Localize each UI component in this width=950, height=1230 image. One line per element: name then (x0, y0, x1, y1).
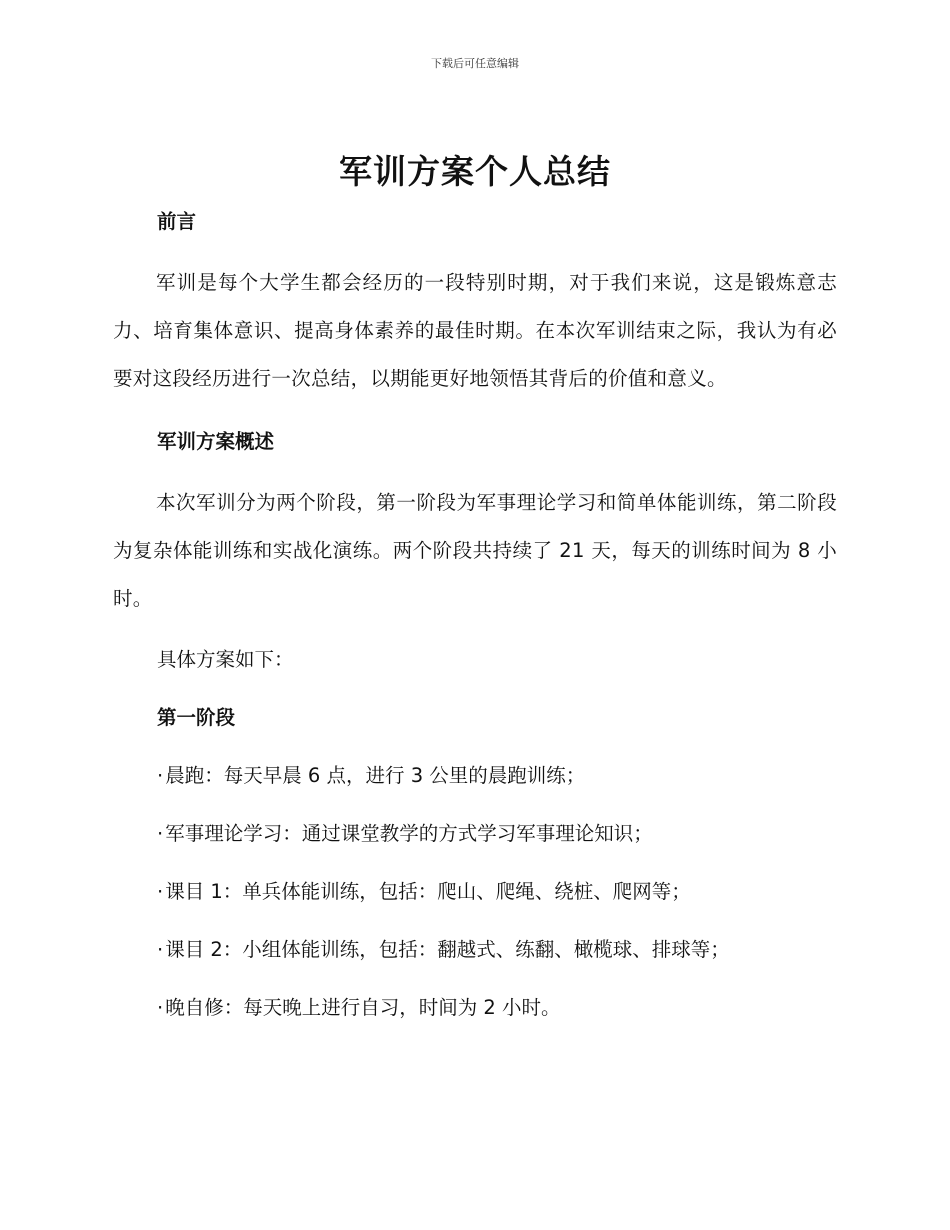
overview-heading: 军训方案概述 (157, 430, 275, 453)
phase1-heading: 第一阶段 (157, 706, 236, 729)
phase1-bullet-item (157, 759, 837, 793)
preface-heading: 前言 (157, 210, 197, 233)
bullet-dot: · (157, 938, 164, 961)
bullet-dot: · (157, 764, 164, 787)
phase1-bullet-item (157, 875, 837, 909)
plan-intro-line: 具体方案如下： (157, 648, 294, 671)
bullet-dot: · (157, 822, 164, 845)
bullet-text: 晚自修：每天晚上进行自习，时间为 2 小时。 (165, 996, 561, 1019)
bullet-text: 军事理论学习：通过课堂教学的方式学习军事理论知识； (165, 822, 653, 845)
phase1-bullet-item (157, 933, 837, 967)
bullet-dot: · (157, 880, 164, 903)
preface-paragraph: 军训是每个大学生都会经历的一段特别时期，对于我们来说，这是锻炼意志力、培育集体意识、提高身体素养的最佳时期。在本次军训结束之际，我认为有必要对这段经历进行一次总结，以期能更好地领悟其背后的价值和意义。 (113, 271, 837, 390)
bullet-text: 课目 1：单兵体能训练，包括：爬山、爬绳、绕桩、爬网等； (165, 880, 691, 903)
document-body (113, 205, 837, 1025)
phase1-bullet-item (157, 817, 837, 851)
document-title: 军训方案个人总结 (339, 152, 611, 191)
phase1-bullet-item (157, 991, 837, 1025)
bullet-dot: · (157, 996, 164, 1019)
bullet-text: 晨跑：每天早晨 6 点，进行 3 公里的晨跑训练； (165, 764, 586, 787)
download-note: 下载后可任意编辑 (431, 57, 519, 70)
bullet-text: 课目 2：小组体能训练，包括：翻越式、练翻、橄榄球、排球等； (165, 938, 730, 961)
overview-paragraph: 本次军训分为两个阶段，第一阶段为军事理论学习和简单体能训练，第二阶段为复杂体能训练和实战化演练。两个阶段共持续了 21 天，每天的训练时间为 8 小时。 (113, 491, 837, 610)
